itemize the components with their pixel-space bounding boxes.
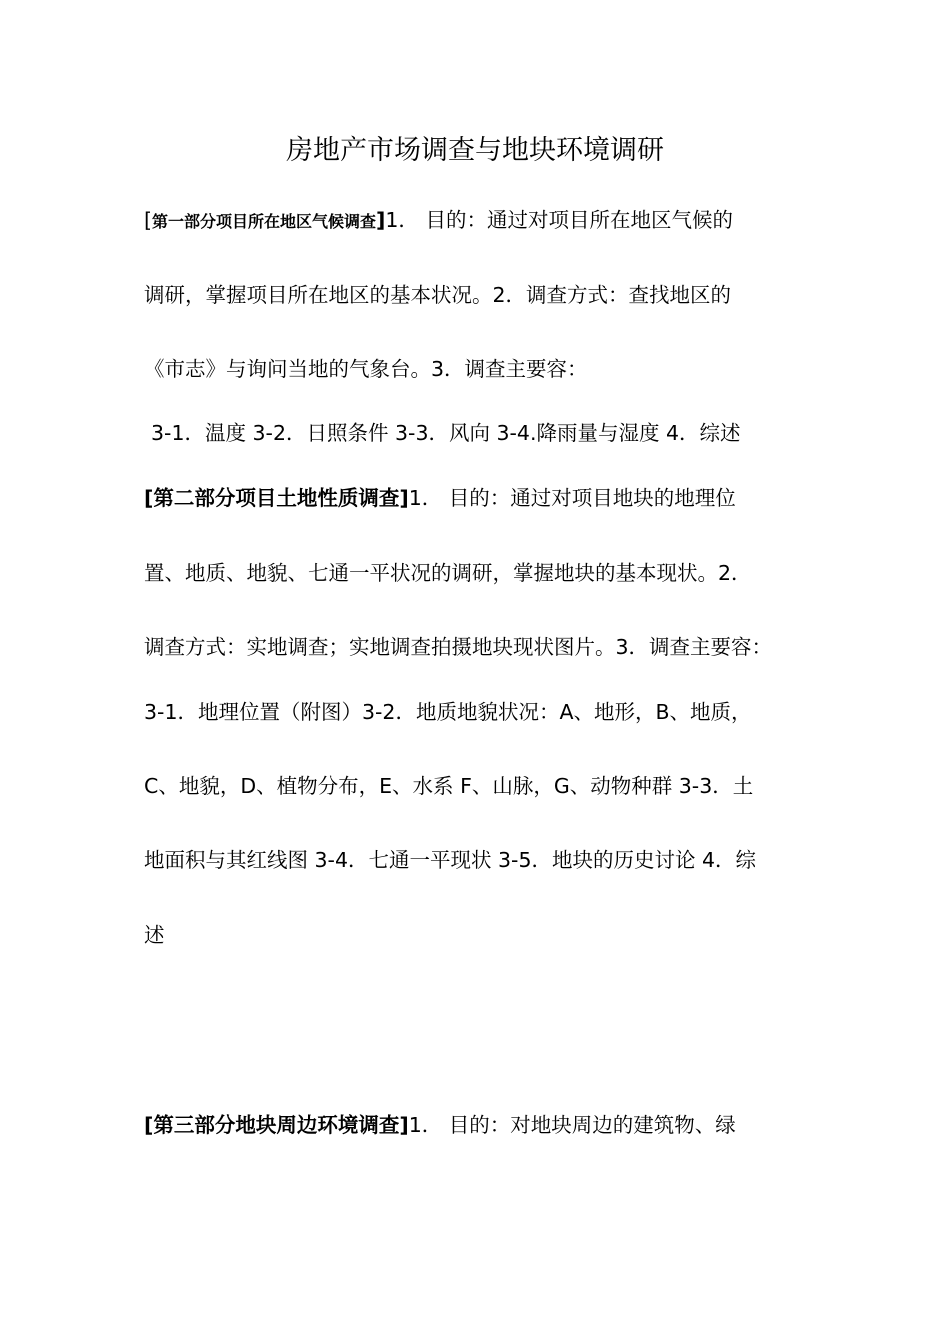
section2-line6: 地面积与其红线图 3-4．七通一平现状 3-5．地块的历史讨论 4．综: [144, 848, 757, 872]
section2-line3: 调查方式：实地调查；实地调查拍摄地块现状图片。3．调查主要容：: [144, 635, 773, 659]
section1-line4: 3-1．温度 3-2．日照条件 3-3．风向 3-4.降雨量与湿度 4．综述: [151, 421, 741, 445]
section3-heading: [第三部分地块周边环境调查]: [144, 1113, 409, 1137]
section1-bracket-close: ]: [376, 208, 386, 232]
section3-line1: [144, 1110, 736, 1140]
section2-heading: [第二部分项目土地性质调查]: [144, 486, 409, 510]
section1-heading: 第一部分项目所在地区气候调查: [152, 212, 377, 231]
section2-line1-text: 1． 目的：通过对项目地块的地理位: [408, 486, 736, 510]
section2-line1: [144, 483, 736, 513]
section1-line2: 调研，掌握项目所在地区的基本状况。2．调查方式：查找地区的: [144, 283, 732, 307]
section2-line5: C、地貌，D、植物分布，E、水系 F、山脉，G、动物种群 3-3．土: [144, 774, 754, 798]
section2-line4: 3-1．地理位置（附图）3-2．地质地貌状况：A、地形，B、地质，: [144, 700, 752, 724]
section1-line3: 《市志》与询问当地的气象台。3．调查主要容：: [144, 357, 588, 381]
section1-line1-text: 1． 目的：通过对项目所在地区气候的: [385, 208, 733, 232]
document-title: 房地产市场调查与地块环境调研: [286, 135, 664, 166]
section2-line7: 述: [144, 923, 165, 947]
section1-line1: [144, 205, 733, 237]
section1-bracket-open: [: [144, 208, 152, 232]
section2-line2: 置、地质、地貌、七通一平状况的调研，掌握地块的基本现状。2．: [144, 561, 752, 585]
section3-line1-text: 1． 目的：对地块周边的建筑物、绿: [408, 1113, 736, 1137]
